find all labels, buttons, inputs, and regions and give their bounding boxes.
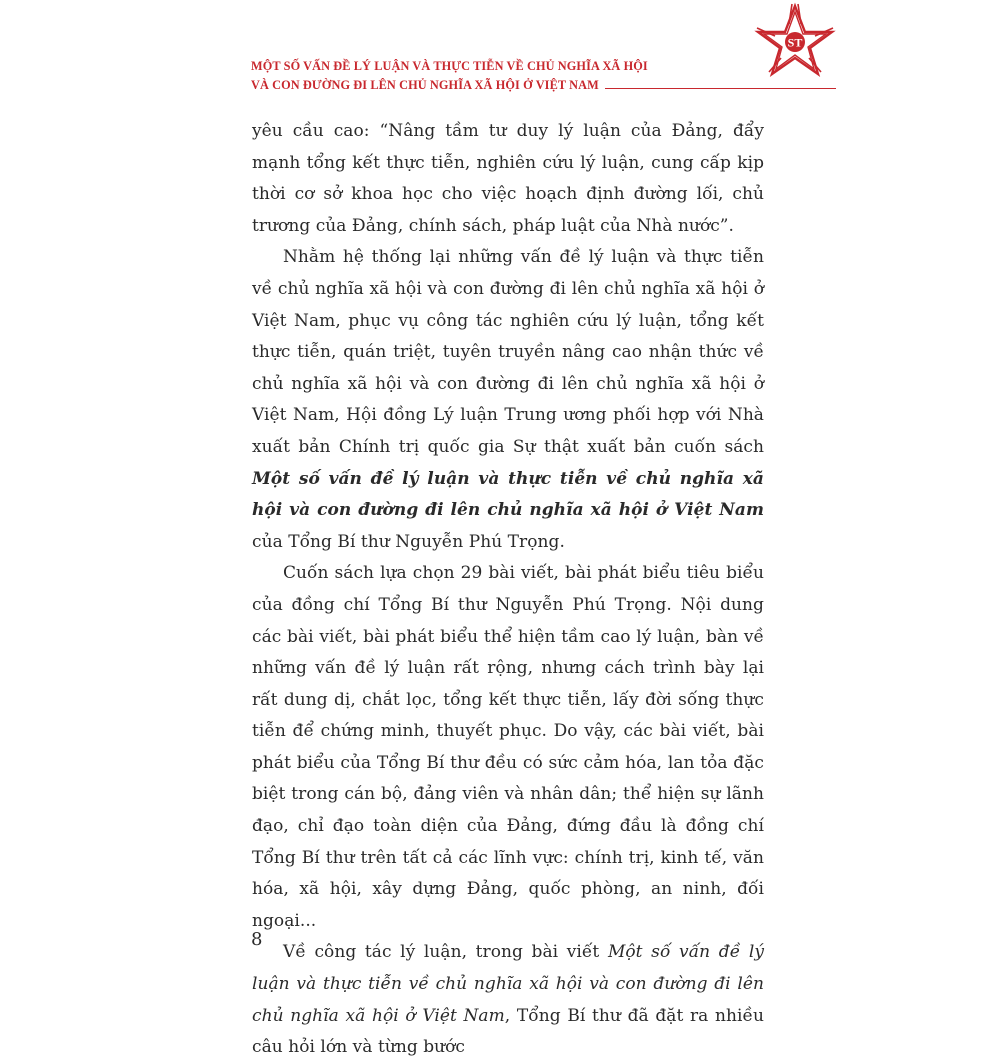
paragraph-2-tail: của Tổng Bí thư Nguyễn Phú Trọng. [252,531,565,552]
page-number: 8 [251,929,263,950]
running-header-line-2-wrapper [251,76,836,95]
page-body [252,116,764,1064]
paragraph-4-tail: , Tổng Bí thư đã đặt ra nhiều câu hỏi lớn và từng bước [252,1005,765,1058]
paragraph-1: yêu cầu cao: “Nâng tầm tư duy lý luận của Đảng, đẩy mạnh tổng kết thực tiễn, nghiên cứu lý luận, cung cấp kịp thời cơ sở khoa học cho việc hoạch định đường lối, chủ trương của Đảng, chính sách, pháp luật của Nhà nước”. [252,121,764,236]
running-header [251,57,836,95]
paragraph-4 [252,937,764,1063]
paragraph-2 [252,242,764,558]
star-emblem-icon [752,2,838,78]
logo-text: ST [787,35,803,50]
paragraph-3: Cuốn sách lựa chọn 29 bài viết, bài phát biểu tiêu biểu của đồng chí Tổng Bí thư Nguyễn Phú Trọng. Nội dung các bài viết, bài phát biểu thể hiện tầm cao lý luận, bàn về những vấn đề lý luận rất rộng, nhưng cách trình bày lại rất dung dị, chắt lọc, tổng kết thực tiễn, lấy đời sống thực tiễn để chứng minh, thuyết phục. Do vậy, các bài viết, bài phát biểu của Tổng Bí thư đều có sức cảm hóa, lan tỏa đặc biệt trong cán bộ, đảng viên và nhân dân; thể hiện sự lãnh đạo, chỉ đạo toàn diện của Đảng, đứng đầu là đồng chí Tổng Bí thư trên tất cả các lĩnh vực: chính trị, kinh tế, văn hóa, xã hội, xây dựng Đảng, quốc phòng, an ninh, đối ngoại... [252,563,764,931]
paragraph-4-text: Về công tác lý luận, trong bài viết [283,942,608,963]
header-rule [605,88,836,89]
running-header-line-1: MỘT SỐ VẤN ĐỀ LÝ LUẬN VÀ THỰC TIỄN VỀ CHỦ NGHĨA XÃ HỘI [251,59,648,73]
book-title-emphasis: Một số vấn đề lý luận và thực tiễn về chủ nghĩa xã hội và con đường đi lên chủ nghĩa xã hội ở Việt Nam [252,468,764,521]
running-header-line-2: VÀ CON ĐƯỜNG ĐI LÊN CHỦ NGHĨA XÃ HỘI Ở VIỆT NAM [251,78,599,92]
paragraph-2-text: Nhằm hệ thống lại những vấn đề lý luận và thực tiễn về chủ nghĩa xã hội và con đường đi lên chủ nghĩa xã hội ở Việt Nam, phục vụ công tác nghiên cứu lý luận, tổng kết thực tiễn, quán triệt, tuyên truyền nâng cao nhận thức về chủ nghĩa xã hội và con đường đi lên chủ nghĩa xã hội ở Việt Nam, Hội đồng Lý luận Trung ương phối hợp với Nhà xuất bản Chính trị quốc gia Sự thật xuất bản cuốn sách [252,247,764,457]
article-title-italic: Một số vấn đề lý luận và thực tiễn về chủ nghĩa xã hội và con đường đi lên chủ nghĩa xã hội ở Việt Nam [252,942,764,1026]
